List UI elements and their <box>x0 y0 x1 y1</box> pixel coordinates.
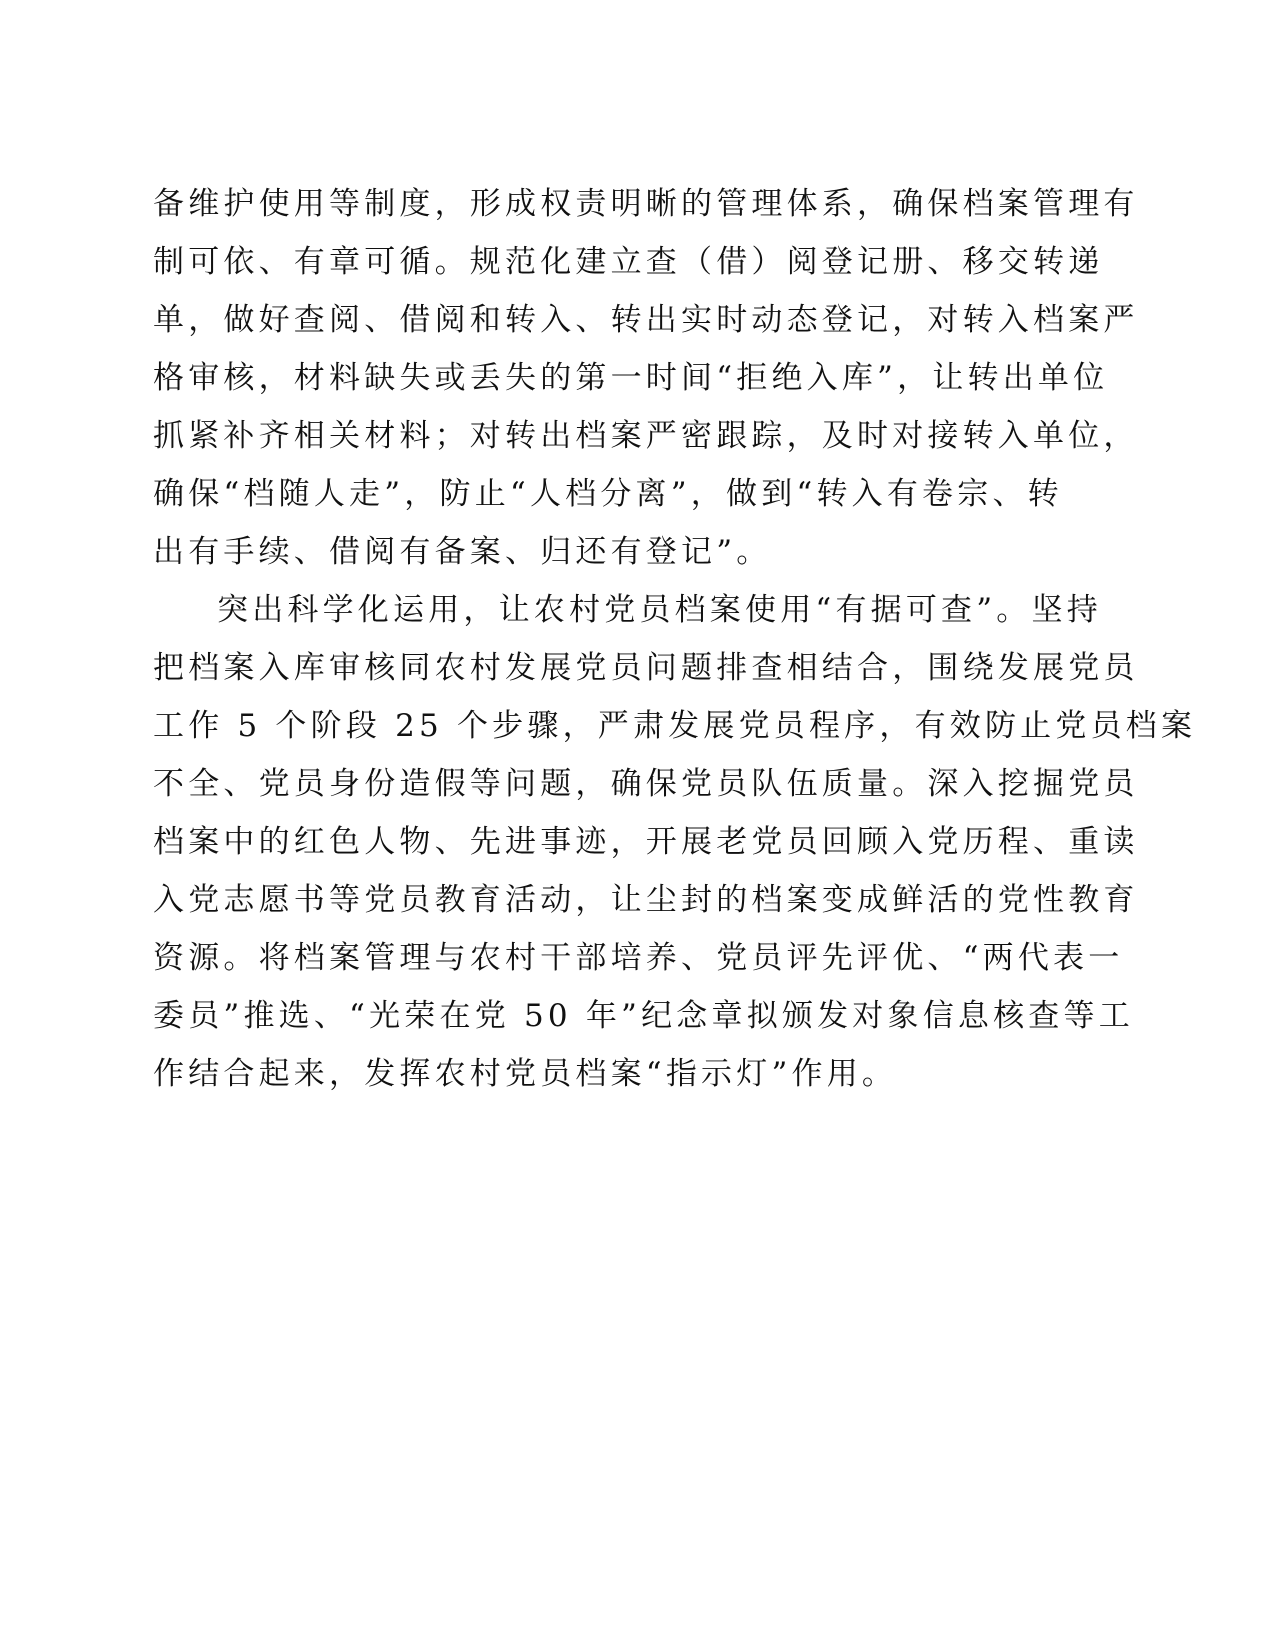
text-line: 委员”推选、“光荣在党 50 年”纪念章拟颁发对象信息核查等工 <box>153 998 1134 1034</box>
text-line: 制可依、有章可循。规范化建立查（借）阅登记册、移交转递 <box>153 244 1104 280</box>
text-line: 工作 5 个阶段 25 个步骤，严肃发展党员程序，有效防止党员档案 <box>153 708 1197 744</box>
paragraph-2 <box>153 581 1197 1103</box>
text-line: 抓紧补齐相关材料；对转出档案严密跟踪，及时对接转入单位， <box>153 418 1139 454</box>
text-line: 突出科学化运用，让农村党员档案使用“有据可查”。坚持 <box>217 592 1102 628</box>
text-line: 入党志愿书等党员教育活动，让尘封的档案变成鲜活的党性教育 <box>153 882 1139 918</box>
body-text <box>153 175 1197 1103</box>
text-line: 把档案入库审核同农村发展党员问题排查相结合，围绕发展党员 <box>153 650 1139 686</box>
text-line: 资源。将档案管理与农村干部培养、党员评先评优、“两代表一 <box>153 940 1124 976</box>
text-line: 档案中的红色人物、先进事迹，开展老党员回顾入党历程、重读 <box>153 824 1139 860</box>
text-line: 单，做好查阅、借阅和转入、转出实时动态登记，对转入档案严 <box>153 302 1139 338</box>
text-line: 确保“档随人走”，防止“人档分离”，做到“转入有卷宗、转 <box>153 476 1063 512</box>
text-line: 作结合起来，发挥农村党员档案“指示灯”作用。 <box>153 1056 898 1092</box>
text-line: 出有手续、借阅有备案、归还有登记”。 <box>153 534 772 570</box>
text-line: 备维护使用等制度，形成权责明晰的管理体系，确保档案管理有 <box>153 186 1139 222</box>
text-line: 格审核，材料缺失或丢失的第一时间“拒绝入库”，让转出单位 <box>153 360 1109 396</box>
text-line: 不全、党员身份造假等问题，确保党员队伍质量。深入挖掘党员 <box>153 766 1139 802</box>
paragraph-1 <box>153 175 1139 581</box>
